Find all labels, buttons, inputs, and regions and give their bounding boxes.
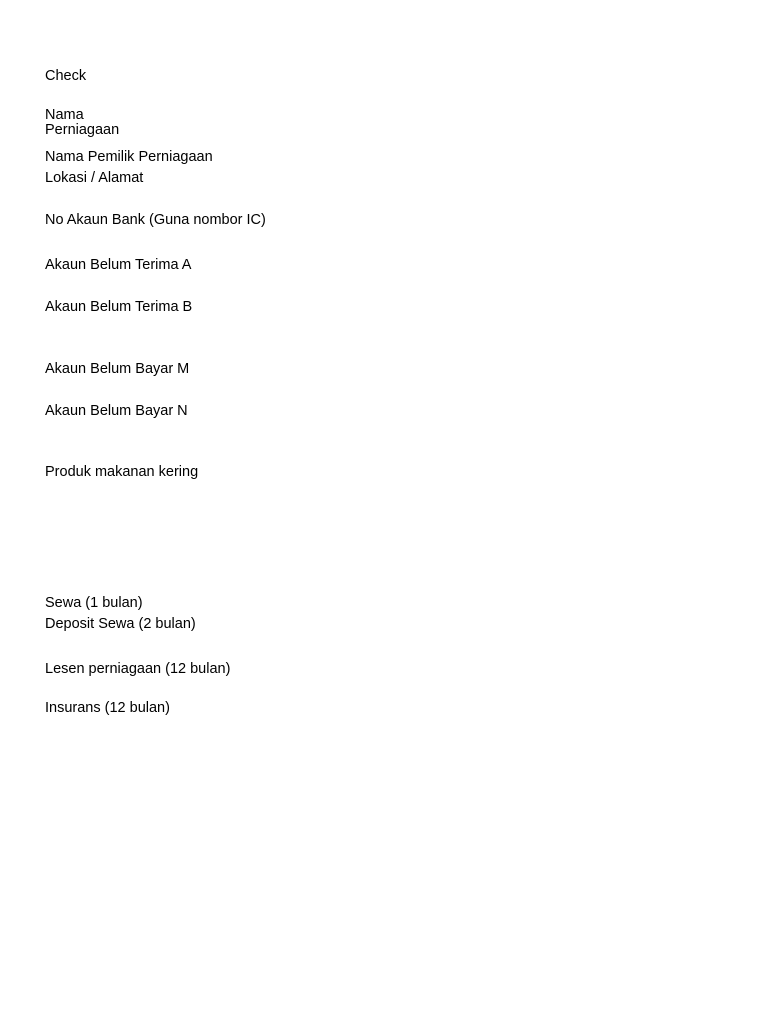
label-nama: Nama xyxy=(45,107,84,123)
heading-check: Check xyxy=(45,68,87,84)
label-lokasi-alamat: Lokasi / Alamat xyxy=(45,170,144,186)
label-akaun-belum-terima-b: Akaun Belum Terima B xyxy=(45,299,193,315)
label-akaun-belum-bayar-m: Akaun Belum Bayar M xyxy=(45,361,190,377)
label-produk-makanan-kering: Produk makanan kering xyxy=(45,464,199,480)
label-deposit-sewa: Deposit Sewa (2 bulan) xyxy=(45,616,196,632)
label-perniagaan: Perniagaan xyxy=(45,122,120,138)
label-lesen-perniagaan: Lesen perniagaan (12 bulan) xyxy=(45,661,231,677)
label-akaun-belum-terima-a: Akaun Belum Terima A xyxy=(45,257,192,273)
label-insurans: Insurans (12 bulan) xyxy=(45,700,170,716)
label-nama-pemilik: Nama Pemilik Perniagaan xyxy=(45,149,213,165)
label-akaun-belum-bayar-n: Akaun Belum Bayar N xyxy=(45,403,188,419)
label-no-akaun-bank: No Akaun Bank (Guna nombor IC) xyxy=(45,212,266,228)
label-sewa: Sewa (1 bulan) xyxy=(45,595,143,611)
